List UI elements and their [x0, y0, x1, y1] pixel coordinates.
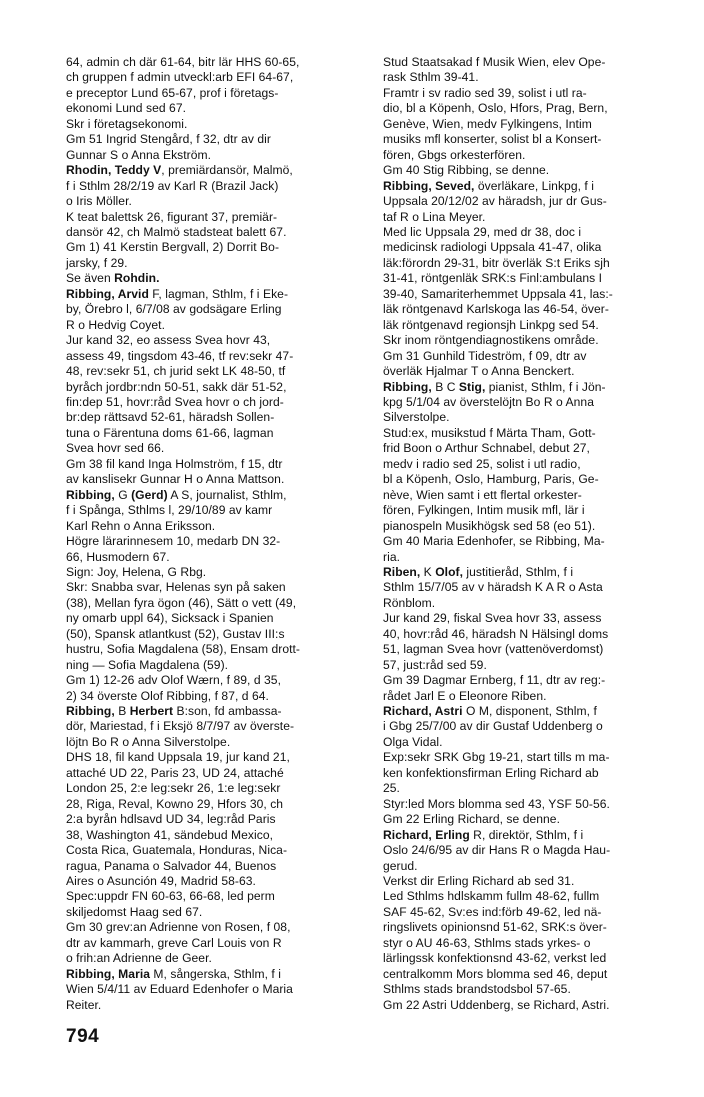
text-run: styr o AU 46-63, Sthlms stads yrkes- o [383, 935, 591, 950]
text-line [66, 194, 364, 209]
text-run: , premiärdansör, Malmö, [161, 163, 293, 178]
text-run: skiljedomst Haag sed 67. [66, 904, 203, 919]
text-run: Se även [66, 271, 115, 286]
text-run: byråch jordbr:ndn 50-51, sakk där 51-52, [66, 379, 287, 394]
text-line [66, 627, 364, 642]
text-run: Gm 31 Gunhild Tideström, f 09, dtr av [383, 348, 587, 363]
text-line [66, 534, 364, 549]
text-run: hustru, Sofia Magdalena (58), Ensam drott- [66, 642, 301, 657]
entry-name: Rhodin, Teddy V [66, 163, 162, 178]
text-line [383, 781, 675, 796]
text-line [66, 550, 364, 565]
text-run: Exp:sekr SRK Gbg 19-21, start tills m ma- [383, 750, 610, 765]
text-run: läk:förordn 29-31, bitr överläk S:t Eriks sjh [383, 255, 610, 270]
text-line [66, 874, 364, 889]
text-run: Med lic Uppsala 29, med dr 38, doc i [383, 224, 582, 239]
text-run: 39-40, Samariterhemmet Uppsala 41, las:- [383, 286, 613, 301]
text-line [66, 766, 364, 781]
text-run: Styr:led Mors blomma sed 43, YSF 50-56. [383, 796, 610, 811]
text-line [66, 859, 364, 874]
text-run: frid Boon o Arthur Schnabel, debut 27, [383, 441, 590, 456]
text-line [383, 503, 675, 518]
text-line [383, 318, 675, 333]
text-line [383, 380, 675, 395]
text-line [66, 936, 364, 951]
text-run: B C [435, 379, 459, 394]
text-run: 48, rev:sekr 51, ch jurid sekt LK 48-50, tf [66, 364, 286, 379]
text-run: assess 49, tingsdom 43-46, tf rev:sekr 47- [66, 348, 294, 363]
text-run: bl a Köpenh, Oslo, Hamburg, Paris, Ge- [383, 472, 599, 487]
text-line [383, 101, 675, 116]
text-run: Gm 22 Astri Uddenberg, se Richard, Astri. [383, 997, 610, 1012]
page-number: 794 [66, 1026, 100, 1047]
text-run: Costa Rica, Guatemala, Honduras, Nica- [66, 843, 288, 858]
text-line [383, 967, 675, 982]
text-line [383, 951, 675, 966]
text-line [66, 642, 364, 657]
text-line [383, 719, 675, 734]
text-run: 25. [383, 781, 400, 796]
text-run: Verkst dir Erling Richard ab sed 31. [383, 874, 575, 889]
text-run: Led Sthlms hdlskamm fullm 48-62, fullm [383, 889, 600, 904]
text-run: Gm 22 Erling Richard, se denne. [383, 812, 560, 827]
text-run: R, direktör, Sthlm, f i [469, 827, 584, 842]
text-line [66, 333, 364, 348]
right-column [383, 55, 675, 1013]
text-line [66, 179, 364, 194]
text-run: överläk Hjalmar T o Anna Benckert. [383, 364, 575, 379]
text-line [66, 101, 364, 116]
text-run: Gm 38 fil kand Inga Holmström, f 15, dtr [66, 456, 283, 471]
text-line [66, 148, 364, 163]
text-line [383, 163, 675, 178]
text-run: överläkare, Linkpg, f i [474, 178, 594, 193]
text-run: 66, Husmodern 67. [66, 549, 170, 564]
text-line [383, 766, 675, 781]
text-line [383, 998, 675, 1013]
text-line [383, 658, 675, 673]
text-line [383, 117, 675, 132]
text-run: fören, Fylkingen, Intim musik mfl, lär i [383, 503, 585, 518]
text-run: ny omarb uppl 64), Sicksack i Spanien [66, 611, 274, 626]
text-line [66, 611, 364, 626]
text-line [66, 565, 364, 580]
text-run: av kanslisekr Gunnar H o Anna Mattson. [66, 472, 285, 487]
text-run: Gm 51 Ingrid Stengård, f 32, dtr av dir [66, 132, 271, 147]
text-line [383, 271, 675, 286]
text-run: Jur kand 29, fiskal Svea hovr 33, assess [383, 611, 602, 626]
text-line [383, 982, 675, 997]
text-line [383, 225, 675, 240]
text-run: rådet Jarl E o Eleonore Riben. [383, 688, 547, 703]
text-run: i Gbg 25/7/00 av dir Gustaf Uddenberg o [383, 719, 603, 734]
text-run: DHS 18, fil kand Uppsala 19, jur kand 21, [66, 750, 290, 765]
text-line [66, 673, 364, 688]
text-run: Gm 1) 41 Kerstin Bergvall, 2) Dorrit Bo- [66, 240, 280, 255]
text-line [383, 457, 675, 472]
text-run: Karl Rehn o Anna Eriksson. [66, 518, 216, 533]
text-run: löjtn Bo R o Anna Silverstolpe. [66, 734, 231, 749]
entry-name: Ribbing, Maria [66, 966, 151, 981]
entry-name: Ribbing, [383, 379, 436, 394]
text-run: Stud:ex, musikstud f Märta Tham, Gott- [383, 425, 596, 440]
text-run: taf R o Lina Meyer. [383, 209, 486, 224]
text-line [66, 704, 364, 719]
text-run: 2) 34 överste Olof Ribbing, f 87, d 64. [66, 688, 269, 703]
text-line [383, 132, 675, 147]
text-line [383, 179, 675, 194]
text-run: G [118, 487, 132, 502]
text-line [66, 750, 364, 765]
text-line [383, 874, 675, 889]
text-run: Sthlms stads brandstodsbol 57-65. [383, 982, 571, 997]
text-run: 38, Washington 41, sändebud Mexico, [66, 827, 274, 842]
text-line [66, 658, 364, 673]
text-line [383, 302, 675, 317]
text-line [383, 472, 675, 487]
entry-name: Ribbing, Arvid [66, 286, 149, 301]
entry-name: Riben, [383, 564, 424, 579]
text-line [383, 426, 675, 441]
text-line [66, 225, 364, 240]
text-line [383, 70, 675, 85]
text-line [66, 117, 364, 132]
text-line [66, 797, 364, 812]
text-run: 2:a byrån hdlsavd UD 34, leg:råd Paris [66, 812, 276, 827]
text-line [383, 148, 675, 163]
text-line [66, 426, 364, 441]
text-run: f i Sthlm 28/2/19 av Karl R (Brazil Jack) [66, 178, 279, 193]
text-line [66, 86, 364, 101]
text-run: ringslivets opinionsnd 51-62, SRK:s över- [383, 920, 607, 935]
text-line [66, 843, 364, 858]
text-line [66, 302, 364, 317]
text-line [66, 364, 364, 379]
text-run: ning — Sofia Magdalena (59). [66, 657, 229, 672]
text-run: kpg 5/1/04 av överstelöjtn Bo R o Anna [383, 394, 594, 409]
text-line [383, 689, 675, 704]
text-run: pianospeln Musikhögsk sed 58 (eo 51). [383, 518, 596, 533]
text-line [383, 256, 675, 271]
text-run: medicinsk radiologi Uppsala 41-47, olika [383, 240, 602, 255]
text-line [383, 828, 675, 843]
text-run: ekonomi Lund sed 67. [66, 101, 187, 116]
text-line [66, 55, 364, 70]
text-line [383, 905, 675, 920]
text-run: lärlingssk konfektionsnd 43-62, verkst led [383, 951, 607, 966]
text-line [383, 611, 675, 626]
text-run: Genève, Wien, medv Fylkingens, Intim [383, 116, 592, 131]
text-run: 51, lagman Svea hovr (vattenöverdomst) [383, 642, 604, 657]
text-line [66, 240, 364, 255]
text-run: London 25, 2:e leg:sekr 26, 1:e leg:sekr [66, 781, 281, 796]
text-line [383, 843, 675, 858]
text-run: Skr: Snabba svar, Helenas syn på saken [66, 580, 286, 595]
text-run: attaché UD 22, Paris 23, UD 24, attaché [66, 765, 284, 780]
text-run: Gm 39 Dagmar Ernberg, f 11, dtr av reg:- [383, 673, 606, 688]
text-run: fin:dep 51, hovr:råd Svea hovr o ch jord- [66, 394, 284, 409]
text-line [383, 936, 675, 951]
entry-name: (Gerd) [131, 487, 168, 502]
text-run: 64, admin ch där 61-64, bitr lär HHS 60-65, [66, 55, 300, 69]
text-run: dör, Mariestad, f i Eksjö 8/7/97 av överste- [66, 719, 295, 734]
text-run: justitieråd, Sthlm, f i [463, 564, 574, 579]
text-line [66, 982, 364, 997]
text-run: (38), Mellan fyra ögon (46), Sätt o vett (49, [66, 595, 297, 610]
text-run: Gm 40 Maria Edenhofer, se Ribbing, Ma- [383, 534, 605, 549]
text-run: f i Spånga, Sthlms l, 29/10/89 av kamr [66, 503, 273, 518]
text-run: Skr inom röntgendiagnostikens område. [383, 333, 599, 348]
text-line [383, 812, 675, 827]
text-line [66, 920, 364, 935]
text-line [66, 998, 364, 1013]
entry-name: Ribbing, [66, 487, 119, 502]
text-run: jarsky, f 29. [66, 255, 128, 270]
text-line [66, 812, 364, 827]
entry-name: Stig, [458, 379, 486, 394]
text-run: ch gruppen f admin utveckl:arb EFI 64-67, [66, 70, 294, 85]
text-run: 40, hovr:råd 46, häradsh N Hälsingl doms [383, 626, 609, 641]
text-run: nève, Wien samt i ett flertal orkester- [383, 487, 582, 502]
text-line [66, 441, 364, 456]
text-line [383, 550, 675, 565]
text-run: rask Sthlm 39-41. [383, 70, 479, 85]
text-run: Silverstolpe. [383, 410, 450, 425]
text-line [383, 596, 675, 611]
text-line [66, 271, 364, 286]
text-run: ria. [383, 549, 401, 564]
text-run: Jur kand 32, eo assess Svea hovr 43, [66, 333, 271, 348]
text-run: by, Örebro l, 6/7/08 av godsägare Erling [66, 302, 282, 317]
text-line [66, 457, 364, 472]
text-run: gerud. [383, 858, 418, 873]
text-line [66, 488, 364, 503]
text-line [66, 256, 364, 271]
text-line [383, 565, 675, 580]
text-line [383, 627, 675, 642]
text-line [66, 163, 364, 178]
text-line [66, 889, 364, 904]
text-run: F, lagman, Sthlm, f i Eke- [148, 286, 289, 301]
text-run: B [118, 704, 130, 719]
text-run: Olga Vidal. [383, 734, 443, 749]
text-run: pianist, Sthlm, f i Jön- [485, 379, 606, 394]
text-line [383, 287, 675, 302]
text-run: Uppsala 20/12/02 av häradsh, jur dr Gus- [383, 194, 607, 209]
text-line [383, 55, 675, 70]
text-line [66, 781, 364, 796]
text-line [66, 735, 364, 750]
text-line [383, 86, 675, 101]
text-line [66, 132, 364, 147]
entry-name: Richard, Astri [383, 704, 463, 719]
text-run: musiks mfl konserter, solist bl a Konsert- [383, 132, 602, 147]
text-line [66, 395, 364, 410]
text-line [66, 380, 364, 395]
text-run: Sthlm 15/7/05 av v häradsh K A R o Asta [383, 580, 603, 595]
text-run: Högre lärarinnesem 10, medarb DN 32- [66, 534, 281, 549]
text-run: (50), Spansk atlantkust (52), Gustav III:s [66, 626, 285, 641]
text-run: läk röntgenavd regionsjh Linkpg sed 54. [383, 317, 599, 332]
text-line [383, 194, 675, 209]
text-run: Framtr i sv radio sed 39, solist i utl ra- [383, 85, 587, 100]
text-line [66, 318, 364, 333]
text-line [383, 920, 675, 935]
text-run: Sign: Joy, Helena, G Rbg. [66, 564, 207, 579]
text-run: läk röntgenavd Karlskoga las 46-54, över- [383, 302, 609, 317]
text-line [66, 719, 364, 734]
text-run: fören, Gbgs orkesterfören. [383, 147, 526, 162]
text-run: o Iris Möller. [66, 194, 132, 209]
text-line [383, 240, 675, 255]
text-line [66, 287, 364, 302]
text-run: Svea hovr sed 66. [66, 441, 165, 456]
text-run: B:son, fd ambassa- [173, 704, 282, 719]
text-run: o frih:an Adrienne de Geer. [66, 951, 212, 966]
text-line [66, 503, 364, 518]
text-run: SAF 45-62, Sv:es ind:förb 49-62, led nä- [383, 904, 602, 919]
text-line [66, 580, 364, 595]
text-run: M, sångerska, Sthlm, f i [150, 966, 281, 981]
text-run: dio, bl a Köpenh, Oslo, Hfors, Prag, Bern, [383, 101, 608, 116]
text-run: O M, disponent, Sthlm, f [462, 704, 597, 719]
text-run: A S, journalist, Sthlm, [167, 487, 287, 502]
text-run: R o Hedvig Coyet. [66, 317, 165, 332]
text-line [383, 333, 675, 348]
text-line [66, 210, 364, 225]
text-run: Rönblom. [383, 595, 436, 610]
text-run: Wien 5/4/11 av Eduard Edenhofer o Maria [66, 982, 293, 997]
text-run: 57, just:råd sed 59. [383, 657, 487, 672]
text-run: K [423, 564, 436, 579]
text-line [383, 349, 675, 364]
text-line [383, 410, 675, 425]
text-line [383, 797, 675, 812]
text-line [383, 488, 675, 503]
text-line [66, 519, 364, 534]
text-line [383, 750, 675, 765]
text-run: br:dep rättsavd 52-61, häradsh Sollen- [66, 410, 275, 425]
text-run: Gm 40 Stig Ribbing, se denne. [383, 163, 550, 178]
entry-name: Ribbing, [66, 704, 119, 719]
text-run: Reiter. [66, 997, 102, 1012]
text-line [383, 580, 675, 595]
text-line [66, 828, 364, 843]
text-run: dansör 42, ch Malmö stadsteat balett 67. [66, 224, 287, 239]
text-run: tuna o Färentuna doms 61-66, lagman [66, 425, 274, 440]
text-run: Gunnar S o Anna Ekström. [66, 147, 212, 162]
text-run: Stud Staatsakad f Musik Wien, elev Ope- [383, 55, 606, 69]
text-run: medv i radio sed 25, solist i utl radio, [383, 456, 581, 471]
text-run: 28, Riga, Reval, Kowno 29, Hfors 30, ch [66, 796, 284, 811]
text-run: Skr i företagsekonomi. [66, 116, 188, 131]
entry-name: Ribbing, Seved, [383, 178, 475, 193]
text-line [383, 704, 675, 719]
text-line [383, 889, 675, 904]
text-run: ragua, Panama o Salvador 44, Buenos [66, 858, 277, 873]
text-line [66, 70, 364, 85]
text-run: centralkomm Mors blomma sed 46, deput [383, 966, 608, 981]
text-line [383, 441, 675, 456]
text-line [66, 967, 364, 982]
text-run: 31-41, röntgenläk SRK:s Finl:ambulans I [383, 271, 603, 286]
text-line [66, 349, 364, 364]
text-line [383, 395, 675, 410]
text-run: Gm 1) 12-26 adv Olof Wærn, f 89, d 35, [66, 673, 281, 688]
text-run: ken konfektionsfirman Erling Richard ab [383, 765, 599, 780]
text-line [66, 951, 364, 966]
text-run: Spec:uppdr FN 60-63, 66-68, led perm [66, 889, 275, 904]
left-column [66, 55, 364, 1013]
text-run: dtr av kammarh, greve Carl Louis von R [66, 935, 282, 950]
text-line [383, 642, 675, 657]
text-line [383, 364, 675, 379]
entry-name: Olof, [435, 564, 463, 579]
text-run: Oslo 24/6/95 av dir Hans R o Magda Hau- [383, 843, 611, 858]
text-line [66, 905, 364, 920]
text-line [66, 410, 364, 425]
text-line [66, 689, 364, 704]
text-line [383, 735, 675, 750]
text-run: e preceptor Lund 65-67, prof i företags- [66, 85, 279, 100]
entry-name: Richard, Erling [383, 827, 470, 842]
entry-name: Herbert [129, 704, 174, 719]
text-line [383, 673, 675, 688]
text-run: Gm 30 grev:an Adrienne von Rosen, f 08, [66, 920, 291, 935]
entry-name: Rohdin. [114, 271, 160, 286]
text-run: K teat balettsk 26, figurant 37, premiär- [66, 209, 278, 224]
text-line [383, 519, 675, 534]
text-line [66, 472, 364, 487]
text-line [383, 859, 675, 874]
text-run: Aires o Asunción 49, Madrid 58-63. [66, 874, 256, 889]
text-line [383, 534, 675, 549]
text-line [66, 596, 364, 611]
text-line [383, 210, 675, 225]
